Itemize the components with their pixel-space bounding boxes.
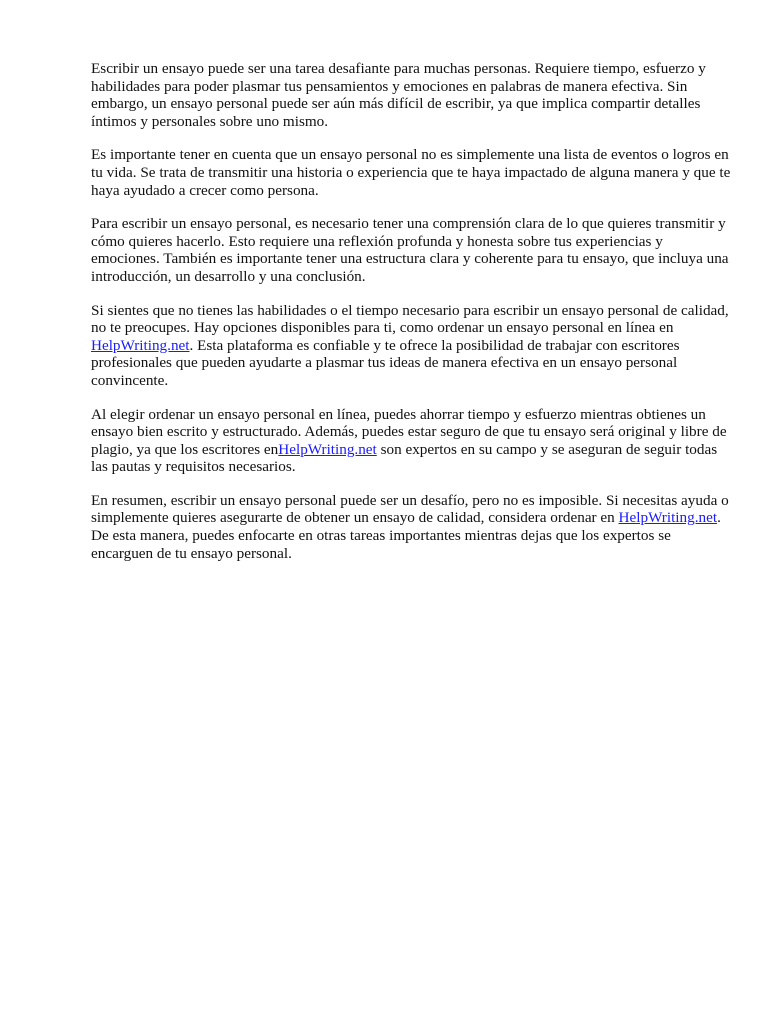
paragraph-6-text-before: En resumen, escribir un ensayo personal puede ser un desafío, pero no es imposible. Si necesitas ayuda o simplemente quieres asegurarte de obtener un ensayo de calidad, considera ordenar en [91,491,729,527]
helpwriting-link[interactable]: HelpWriting.net [278,440,377,458]
paragraph-1: Escribir un ensayo puede ser una tarea desafiante para muchas personas. Requiere tiempo, esfuerzo y habilidades para poder plasmar tus pensamientos y emociones en palabras de manera efectiva. Sin embargo, un ensayo personal puede ser aún más difícil de escribir, ya que implica compartir detalles íntimos y personales sobre uno mismo. [91,60,706,130]
paragraph-5-text-after: son expertos en su campo y se aseguran de seguir todas las pautas y requisitos necesarios. [91,440,718,476]
document-page [91,60,731,578]
paragraph-4 [91,302,731,390]
paragraph-4-text-before: Si sientes que no tienes las habilidades o el tiempo necesario para escribir un ensayo personal de calidad, no te preocupes. Hay opciones disponibles para ti, como ordenar un ensayo personal en línea en [91,301,729,337]
paragraph-2: Es importante tener en cuenta que un ensayo personal no es simplemente una lista de eventos o logros en tu vida. Se trata de transmitir una historia o experiencia que te haya impactado de alguna manera y que te haya ayudado a crecer como persona. [91,146,731,199]
helpwriting-link[interactable]: HelpWriting.net [618,509,718,527]
paragraph-5-text-before: Al elegir ordenar un ensayo personal en línea, puedes ahorrar tiempo y esfuerzo mientras obtienes un ensayo bien escrito y estructurado. Además, puedes estar seguro de que tu ensayo será original y libre de plagio, ya que los escritores en [91,405,727,458]
paragraph-3: Para escribir un ensayo personal, es necesario tener una comprensión clara de lo que quieres transmitir y cómo quieres hacerlo. Esto requiere una reflexión profunda y honesta sobre tus experiencias y emociones. También es importante tener una estructura clara y coherente para tu ensayo, que incluya una introducción, un desarrollo y una conclusión. [91,215,729,285]
paragraph-5 [91,406,731,476]
helpwriting-link[interactable]: HelpWriting.net [91,336,190,354]
paragraph-4-text-after: . Esta plataforma es confiable y te ofrece la posibilidad de trabajar con escritores profesionales que pueden ayudarte a plasmar tus ideas de manera efectiva en un ensayo personal convincente. [91,336,680,389]
paragraph-6-text-after: . De esta manera, puedes enfocarte en otras tareas importantes mientras dejas que los expertos se encarguen de tu ensayo personal. [91,509,721,562]
paragraph-6 [91,492,731,562]
